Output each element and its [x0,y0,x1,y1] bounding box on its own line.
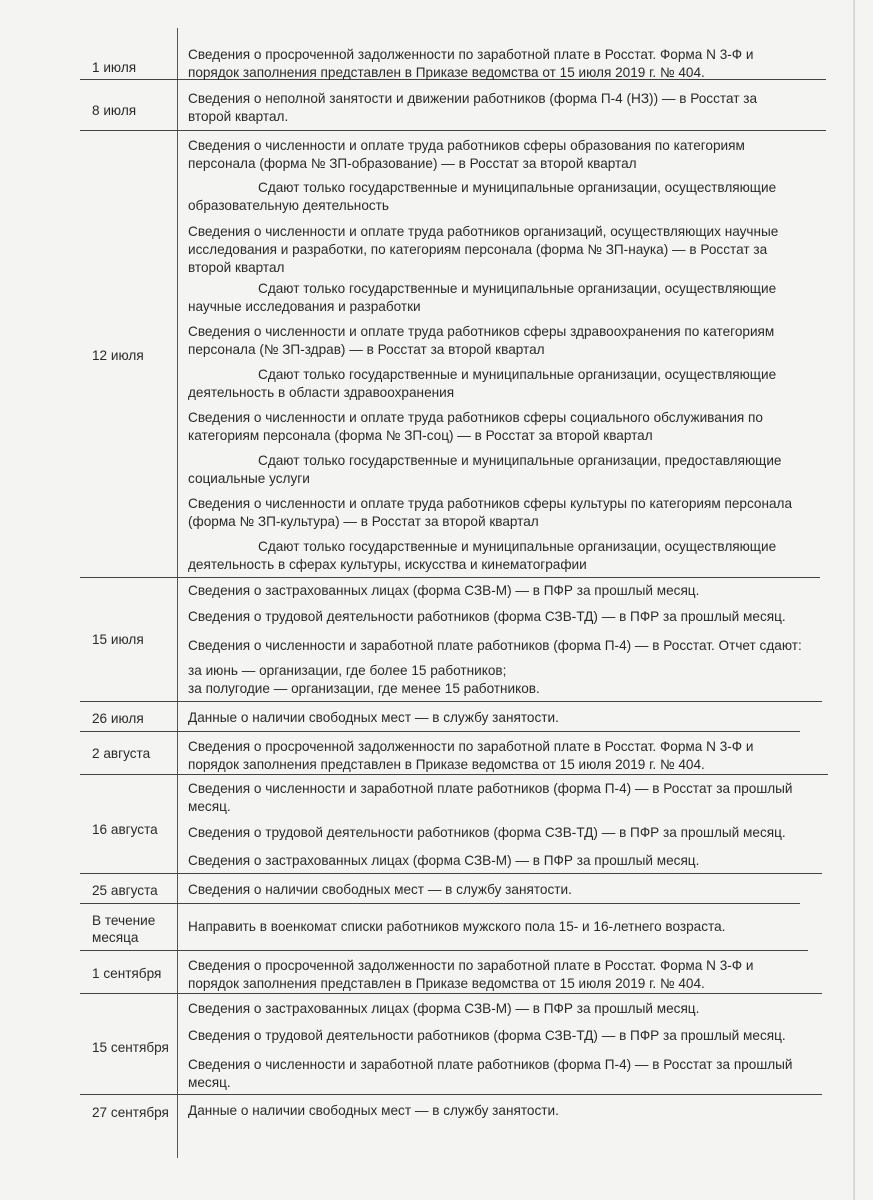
row-separator [80,993,822,994]
row-date: 1 сентября [92,966,162,981]
row-text: за июнь — организации, где более 15 работников; за полугодие — организации, где менее 15 работников. [188,663,540,696]
row-separator [80,950,808,951]
row-text: Сведения о численности и оплате труда работников сферы культуры по категориям персонала (форма № ЗП-культура) — в Росстат за второй квартал [188,496,793,529]
row-date: 27 сентября [92,1105,169,1120]
row-text: Сведения о застрахованных лицах (форма СЗВ-М) — в ПФР за прошлый месяц. [188,853,700,868]
row-note: Сдают только государственные и муниципальные организации, осуществляющие деятельность в сферах культуры, искусства и кинематографии [188,539,777,572]
row-separator [80,903,800,904]
row-date: 15 июля [92,632,144,647]
row-date: 15 сентября [92,1040,169,1055]
row-text: Сведения о просроченной задолженности по заработной плате в Росстат. Форма N 3-Ф и порядок заполнения представлен в Приказе ведомства от 15 июля 2019 г. № 404. [188,958,754,991]
row-text: Данные о наличии свободных мест — в службу занятости. [188,710,559,725]
row-separator [80,774,828,775]
row-text: Сведения о просроченной задолженности по заработной плате в Росстат. Форма N 3-Ф и порядок заполнения представлен в Приказе ведомства от 15 июля 2019 г. № 404. [188,47,754,80]
row-separator [80,873,822,874]
row-text: Сведения о трудовой деятельности работников (форма СЗВ-ТД) — в ПФР за прошлый месяц. [188,1028,786,1043]
row-text: Данные о наличии свободных мест — в службу занятости. [188,1103,559,1118]
row-text: Сведения о численности и оплате труда работников организаций, осуществляющих научные исследования и разработки, по категориям персонала (форма № ЗП-наука) — в Росстат за второй квартал [188,224,779,275]
row-text: Сведения о наличии свободных мест — в службу занятости. [188,882,572,897]
row-date: 12 июля [92,348,144,363]
row-date: 8 июля [92,103,137,118]
page-edge-shadow [853,0,855,1200]
row-text: Направить в военкомат списки работников мужского пола 15- и 16-летнего возраста. [188,919,726,934]
row-note: Сдают только государственные и муниципальные организации, осуществляющие научные исследования и разработки [188,281,777,314]
row-text: Сведения о трудовой деятельности работников (форма СЗВ-ТД) — в ПФР за прошлый месяц. [188,609,786,624]
row-date: 16 августа [92,822,158,837]
row-text: Сведения о численности и заработной плате работников (форма П-4) — в Росстат. Отчет сдают: [188,638,802,653]
row-date: 25 августа [92,883,158,898]
row-separator [80,577,820,578]
row-text: Сведения о численности и заработной плате работников (форма П-4) — в Росстат за прошлый месяц. [188,1057,793,1090]
row-note: Сдают только государственные и муниципальные организации, осуществляющие образовательную деятельность [188,180,777,213]
row-note: Сдают только государственные и муниципальные организации, осуществляющие деятельность в области здравоохранения [188,367,777,400]
row-separator [80,731,800,732]
row-text: Сведения о численности и оплате труда работников сферы здравоохранения по категориям персонала (№ ЗП-здрав) — в Росстат за второй квартал [188,324,775,357]
row-text: Сведения о трудовой деятельности работников (форма СЗВ-ТД) — в ПФР за прошлый месяц. [188,825,786,840]
row-text: Сведения о неполной занятости и движении работников (форма П-4 (НЗ)) — в Росстат за второй квартал. [188,91,758,124]
row-date: 1 июля [92,60,137,75]
row-separator [80,1094,822,1095]
row-date: 2 августа [92,746,151,761]
row-date: В течение месяца [92,913,156,945]
column-divider [177,28,178,1158]
row-separator [80,701,822,702]
row-text: Сведения о застрахованных лицах (форма СЗВ-М) — в ПФР за прошлый месяц. [188,1001,700,1016]
row-date: 26 июля [92,711,144,726]
row-text: Сведения о численности и оплате труда работников сферы образования по категориям персонала (форма № ЗП-образование) — в Росстат за второй квартал [188,138,745,171]
row-text: Сведения о численности и заработной плате работников (форма П-4) — в Росстат за прошлый месяц. [188,781,793,814]
row-separator [80,130,826,131]
row-note: Сдают только государственные и муниципальные организации, предоставляющие социальные услуги [188,453,782,486]
row-text: Сведения о просроченной задолженности по заработной плате в Росстат. Форма N 3-Ф и порядок заполнения представлен в Приказе ведомства от 15 июля 2019 г. № 404. [188,739,754,772]
row-text: Сведения о численности и оплате труда работников сферы социального обслуживания по категориям персонала (форма № ЗП-соц) — в Росстат за второй квартал [188,410,763,443]
row-text: Сведения о застрахованных лицах (форма СЗВ-М) — в ПФР за прошлый месяц. [188,583,700,598]
